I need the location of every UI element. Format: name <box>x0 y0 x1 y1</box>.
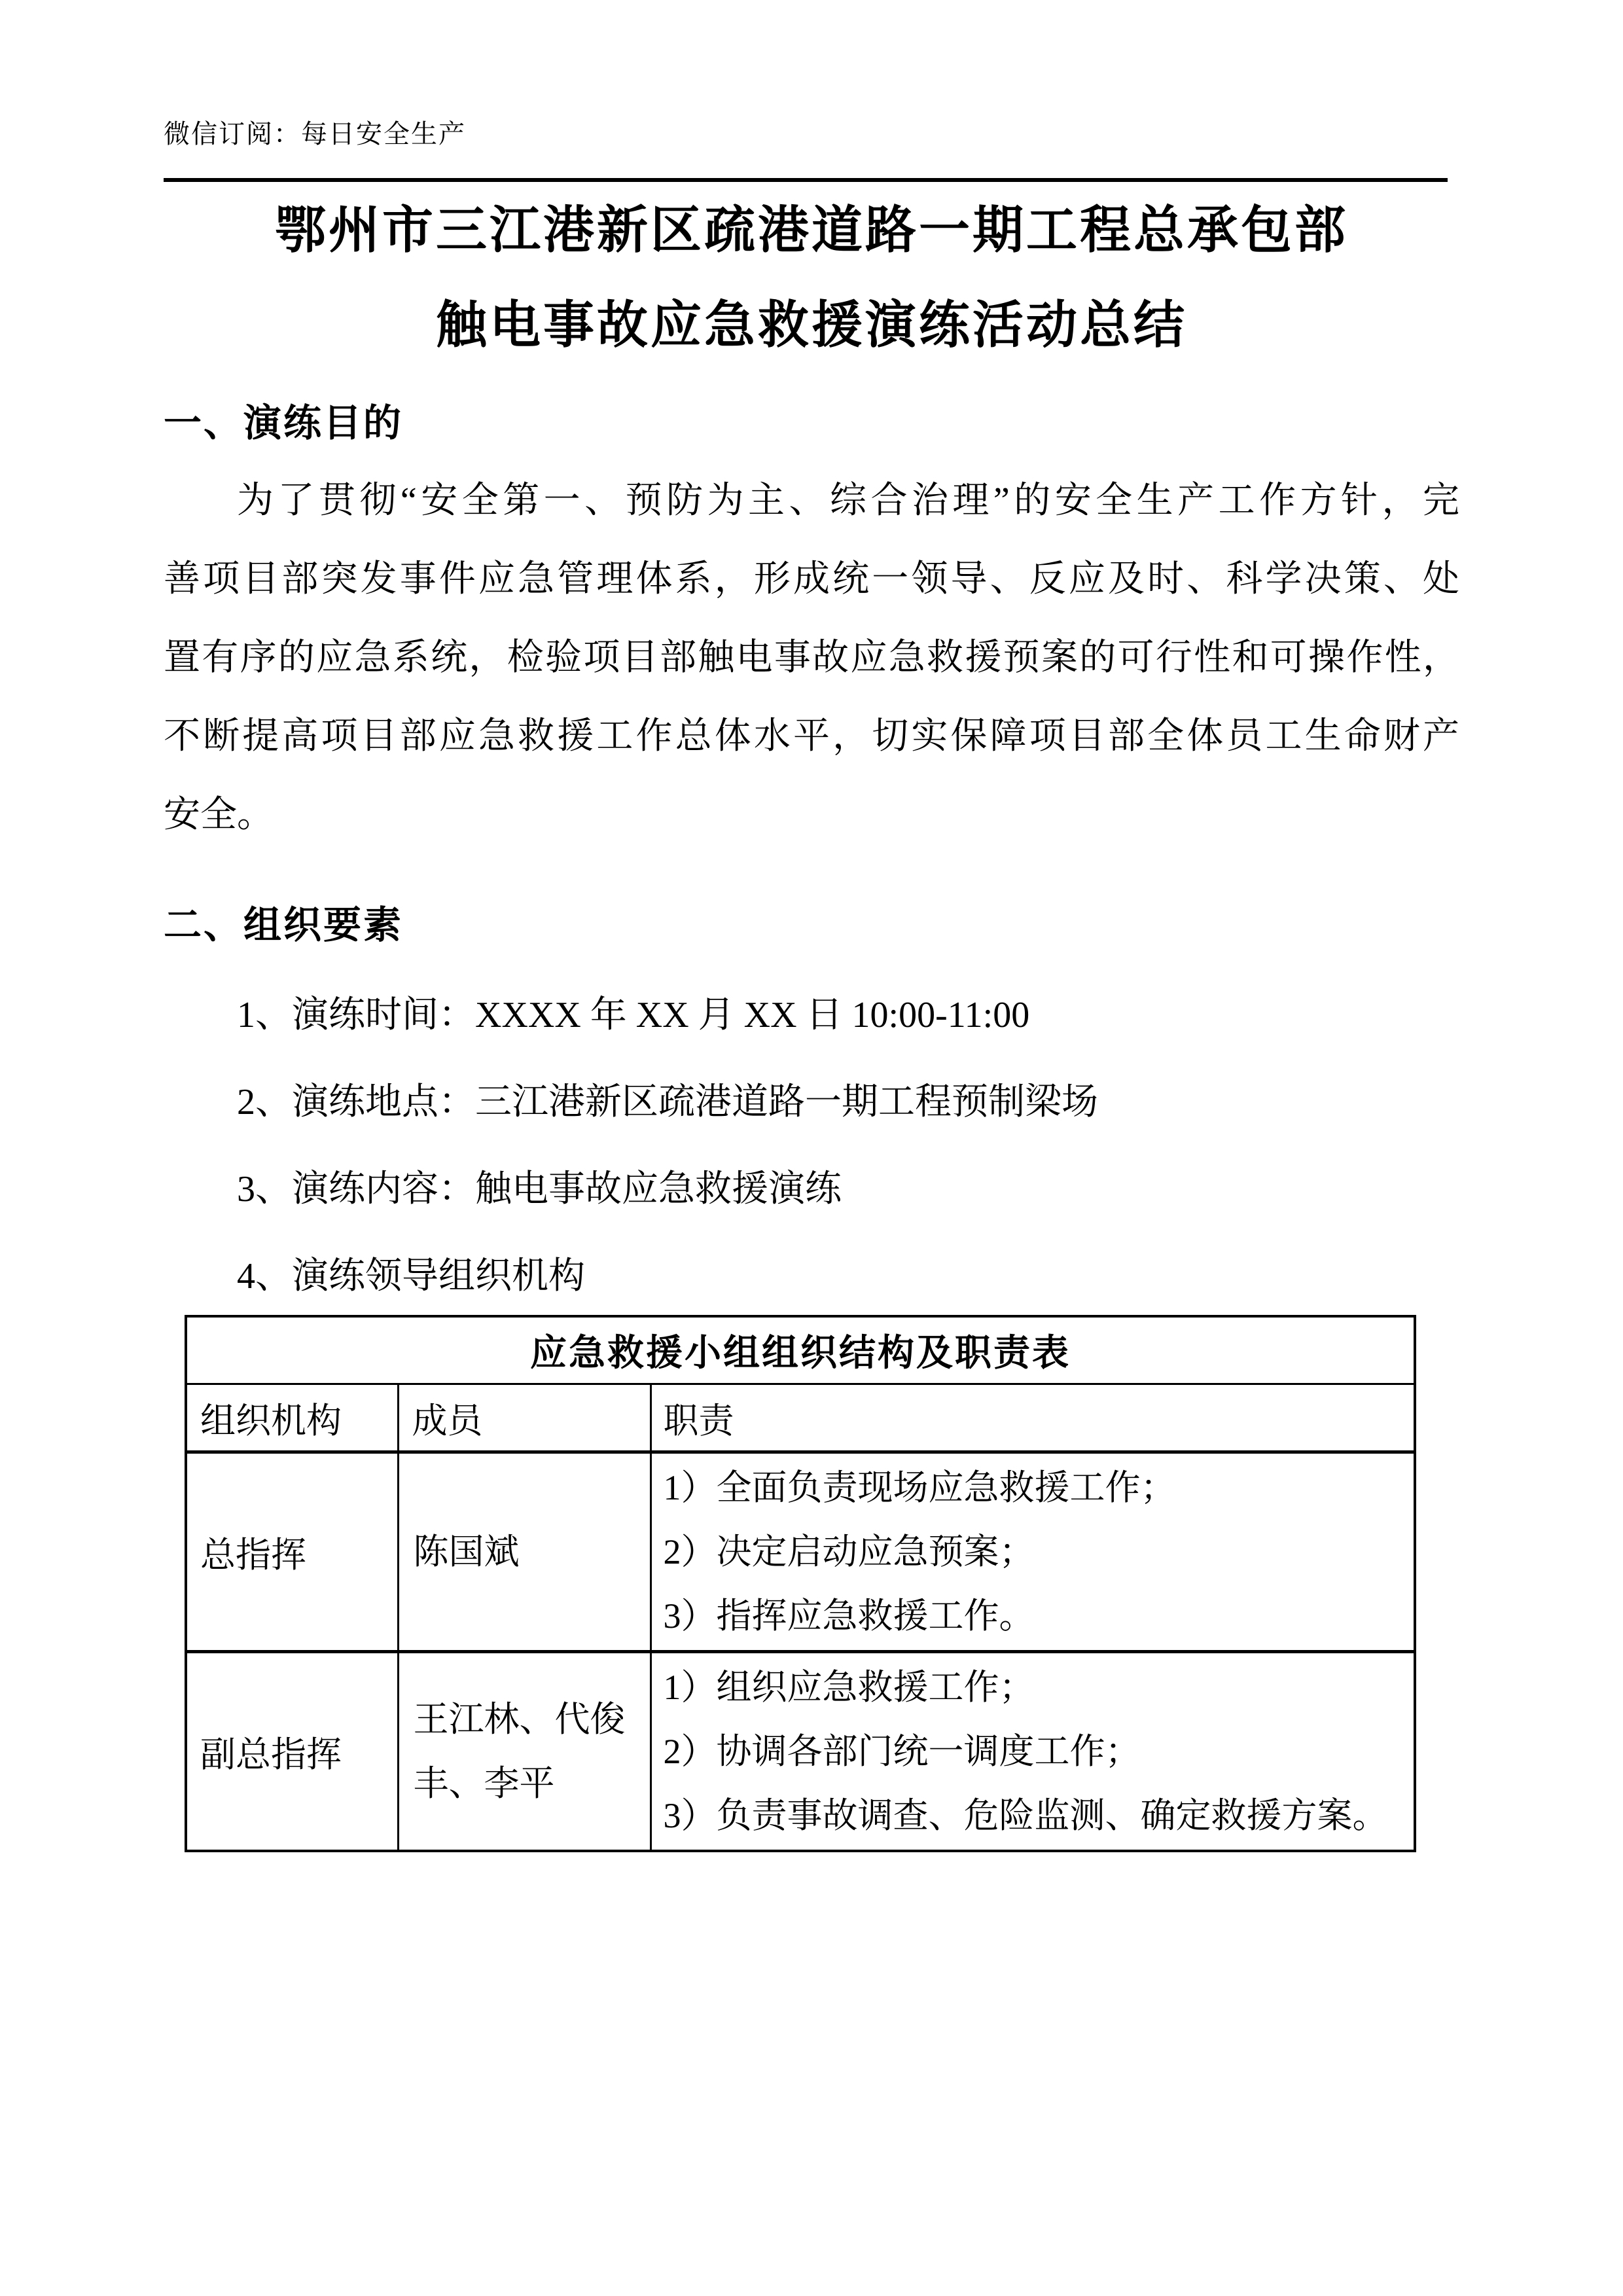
list-item-drill-content: 3、演练内容：触电事故应急救援演练 <box>237 1169 842 1210</box>
list-item-drill-location: 2、演练地点：三江港新区疏港道路一期工程预制梁场 <box>237 1082 1098 1122</box>
paragraph-line: 安全。 <box>164 795 274 835</box>
list-item-drill-org-structure: 4、演练领导组织机构 <box>237 1256 585 1297</box>
table-title-row <box>186 1316 1415 1384</box>
table-row-deputy-commander <box>186 1652 1415 1852</box>
organization-items-list <box>164 972 1459 1320</box>
table-row-chief-commander <box>186 1452 1415 1652</box>
cell-organization: 副总指挥 <box>186 1652 398 1852</box>
duty-line: 2）决定启动应急预案； <box>663 1532 1035 1571</box>
cell-members: 陈国斌 <box>398 1452 651 1652</box>
column-header-duties: 职责 <box>651 1384 1415 1452</box>
cell-members: 王江林、代俊丰、李平 <box>398 1652 651 1852</box>
duty-line: 3）负责事故调查、危险监测、确定救援方案。 <box>663 1796 1388 1835</box>
table-header-row <box>186 1384 1415 1452</box>
duty-line: 2）协调各部门统一调度工作； <box>663 1732 1141 1771</box>
section-heading-organization-elements: 二、组织要素 <box>164 904 404 946</box>
rescue-team-structure-table <box>185 1315 1416 1852</box>
purpose-paragraph <box>164 461 1459 854</box>
duty-line: 3）指挥应急救援工作。 <box>663 1596 1035 1636</box>
cell-duties <box>651 1452 1415 1652</box>
list-item-drill-time: 1、演练时间：XXXX 年 XX 月 XX 日 10:00-11:00 <box>237 995 1030 1035</box>
section-heading-drill-purpose: 一、演练目的 <box>164 402 404 444</box>
column-header-members: 成员 <box>398 1384 651 1452</box>
paragraph-line: 善项目部突发事件应急管理体系，形成统一领导、反应及时、科学决策、处 <box>164 559 1459 600</box>
header-divider-rule <box>164 178 1448 182</box>
paragraph-line: 为了贯彻“安全第一、预防为主、综合治理”的安全生产工作方针，完 <box>237 480 1459 521</box>
column-header-organization: 组织机构 <box>186 1384 398 1452</box>
paragraph-line: 置有序的应急系统，检验项目部触电事故应急救援预案的可行性和可操作性， <box>164 637 1459 678</box>
table-title: 应急救援小组组织结构及职责表 <box>186 1316 1415 1384</box>
cell-duties <box>651 1652 1415 1852</box>
duty-line: 1）组织应急救援工作； <box>663 1668 1035 1707</box>
duty-line: 1）全面负责现场应急救援工作； <box>663 1468 1176 1507</box>
document-title-line-1: 鄂州市三江港新区疏港道路一期工程总承包部 <box>274 202 1348 259</box>
cell-organization: 总指挥 <box>186 1452 398 1652</box>
document-title-line-2: 触电事故应急救援演练活动总结 <box>435 296 1187 353</box>
page-header-note: 微信订阅：每日安全生产 <box>164 119 466 149</box>
paragraph-line: 不断提高项目部应急救援工作总体水平，切实保障项目部全体员工生命财产 <box>164 716 1459 757</box>
